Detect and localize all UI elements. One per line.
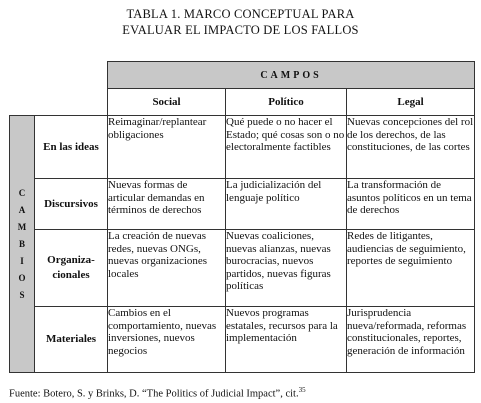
table-cell: La judicialización del lenguaje político (226, 179, 347, 230)
cambios-letter: C (18, 187, 26, 198)
row-header-materiales: Materiales (35, 307, 108, 373)
row-header-discursivos: Discursivos (35, 179, 108, 230)
cambios-side-label (10, 116, 35, 373)
footnote-number: 35 (298, 386, 306, 394)
campos-header-row (10, 62, 475, 89)
conceptual-framework-table (9, 61, 475, 373)
cambios-letter: B (18, 238, 25, 249)
table-row (10, 179, 475, 230)
table-cell: Redes de litigantes, audiencias de seguimiento, reportes de seguimiento (347, 230, 475, 307)
column-header-legal: Legal (347, 89, 475, 116)
table-row (10, 307, 475, 373)
table-cell: La creación de nuevas redes, nuevas ONGs, nuevas organizaciones locales (108, 230, 226, 307)
table-cell: La transformación de asuntos políticos en un tema de derechos (347, 179, 475, 230)
table-cell: Cambios en el comportamiento, nuevas inversiones, nuevos negocios (108, 307, 226, 373)
corner-blank (10, 62, 108, 89)
cambios-letter: A (18, 204, 26, 215)
table-title-line-2: EVALUAR EL IMPACTO DE LOS FALLOS (122, 23, 359, 37)
table-cell: Nuevas concepciones del rol de los derechos, de las constituciones, de las cortes (347, 116, 475, 179)
source-footnote (9, 384, 306, 401)
campos-header: CAMPOS (108, 62, 475, 89)
table-cell: Nuevas formas de articular demandas en términos de derechos (108, 179, 226, 230)
column-header-politico: Político (226, 89, 347, 116)
column-header-row (10, 89, 475, 116)
cambios-letter: M (17, 221, 27, 232)
table-cell: Reimaginar/replantear obligaciones (108, 116, 226, 179)
source-text: Fuente: Botero, S. y Brinks, D. “The Politics of Judicial Impact”, cit. (9, 388, 299, 400)
table-title (0, 6, 481, 38)
cambios-letter: I (20, 255, 24, 266)
table-row (10, 116, 475, 179)
cambios-letter: S (19, 289, 25, 300)
cambios-letter: O (18, 272, 26, 283)
table-title-line-1: TABLA 1. MARCO CONCEPTUAL PARA (126, 7, 355, 21)
column-header-social: Social (108, 89, 226, 116)
table-row (10, 230, 475, 307)
table-cell: Nuevas coaliciones, nuevas alianzas, nuevas burocracias, nuevos partidos, nuevas figuras políticas (226, 230, 347, 307)
corner-blank-2 (10, 89, 108, 116)
row-header-ideas: En las ideas (35, 116, 108, 179)
table-cell: Jurisprudencia nueva/reformada, reformas constitucionales, reportes, generación de información (347, 307, 475, 373)
row-header-organizacionales: Organiza- cionales (35, 230, 108, 307)
table-cell: Nuevos programas estatales, recursos para la implementación (226, 307, 347, 373)
table-cell: Qué puede o no hacer el Estado; qué cosas son o no electoralmente factibles (226, 116, 347, 179)
